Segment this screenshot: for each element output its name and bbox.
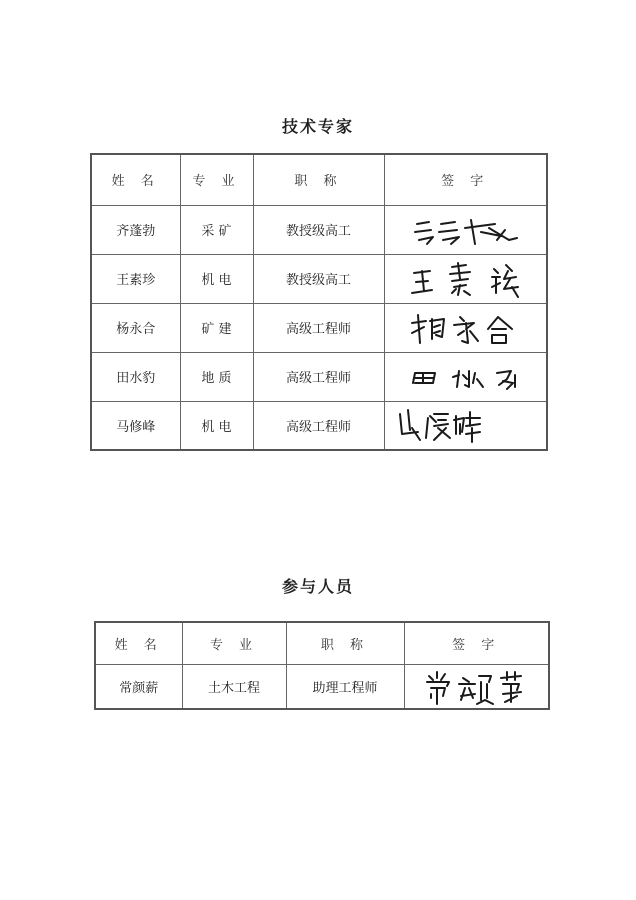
cell-major: 机 电 (180, 254, 253, 303)
table-row (91, 303, 547, 352)
cell-major: 矿 建 (180, 303, 253, 352)
technical-experts-table (90, 153, 548, 451)
header-name: 姓 名 (95, 622, 182, 664)
table-row (91, 205, 547, 254)
table-row (91, 254, 547, 303)
cell-major: 采 矿 (180, 205, 253, 254)
cell-title: 助理工程师 (286, 664, 404, 709)
header-title: 职 称 (286, 622, 404, 664)
header-major: 专 业 (182, 622, 286, 664)
header-signature: 签 字 (404, 622, 549, 664)
cell-major: 地 质 (180, 352, 253, 401)
cell-title: 教授级高工 (253, 205, 384, 254)
cell-name: 王素珍 (91, 254, 180, 303)
cell-signature (384, 352, 547, 401)
table-row (95, 664, 549, 709)
section-title-participants: 参与人员 (281, 577, 354, 596)
table-row (91, 352, 547, 401)
cell-signature (384, 254, 547, 303)
handwritten-signature (403, 359, 527, 395)
handwritten-signature (417, 666, 535, 706)
cell-name: 杨永合 (91, 303, 180, 352)
cell-name: 马修峰 (91, 401, 180, 450)
cell-title: 高级工程师 (253, 352, 384, 401)
handwritten-signature (400, 257, 530, 301)
cell-signature (384, 303, 547, 352)
cell-title: 教授级高工 (253, 254, 384, 303)
cell-major: 机 电 (180, 401, 253, 450)
cell-title: 高级工程师 (253, 401, 384, 450)
cell-name: 常颜薪 (95, 664, 182, 709)
header-name: 姓 名 (91, 154, 180, 205)
table-header-row (91, 154, 547, 205)
cell-name: 齐蓬勃 (91, 205, 180, 254)
header-title: 职 称 (253, 154, 384, 205)
table-header-row (95, 622, 549, 664)
handwritten-signature (390, 404, 540, 446)
handwritten-signature (405, 210, 525, 250)
table-row (91, 401, 547, 450)
handwritten-signature (402, 307, 528, 349)
cell-name: 田水豹 (91, 352, 180, 401)
cell-signature (404, 664, 549, 709)
cell-major: 土木工程 (182, 664, 286, 709)
participants-table (94, 621, 550, 710)
cell-title: 高级工程师 (253, 303, 384, 352)
header-major: 专 业 (180, 154, 253, 205)
section-title-technical-experts: 技术专家 (281, 117, 354, 136)
cell-signature (384, 205, 547, 254)
header-signature: 签 字 (384, 154, 547, 205)
cell-signature (384, 401, 547, 450)
